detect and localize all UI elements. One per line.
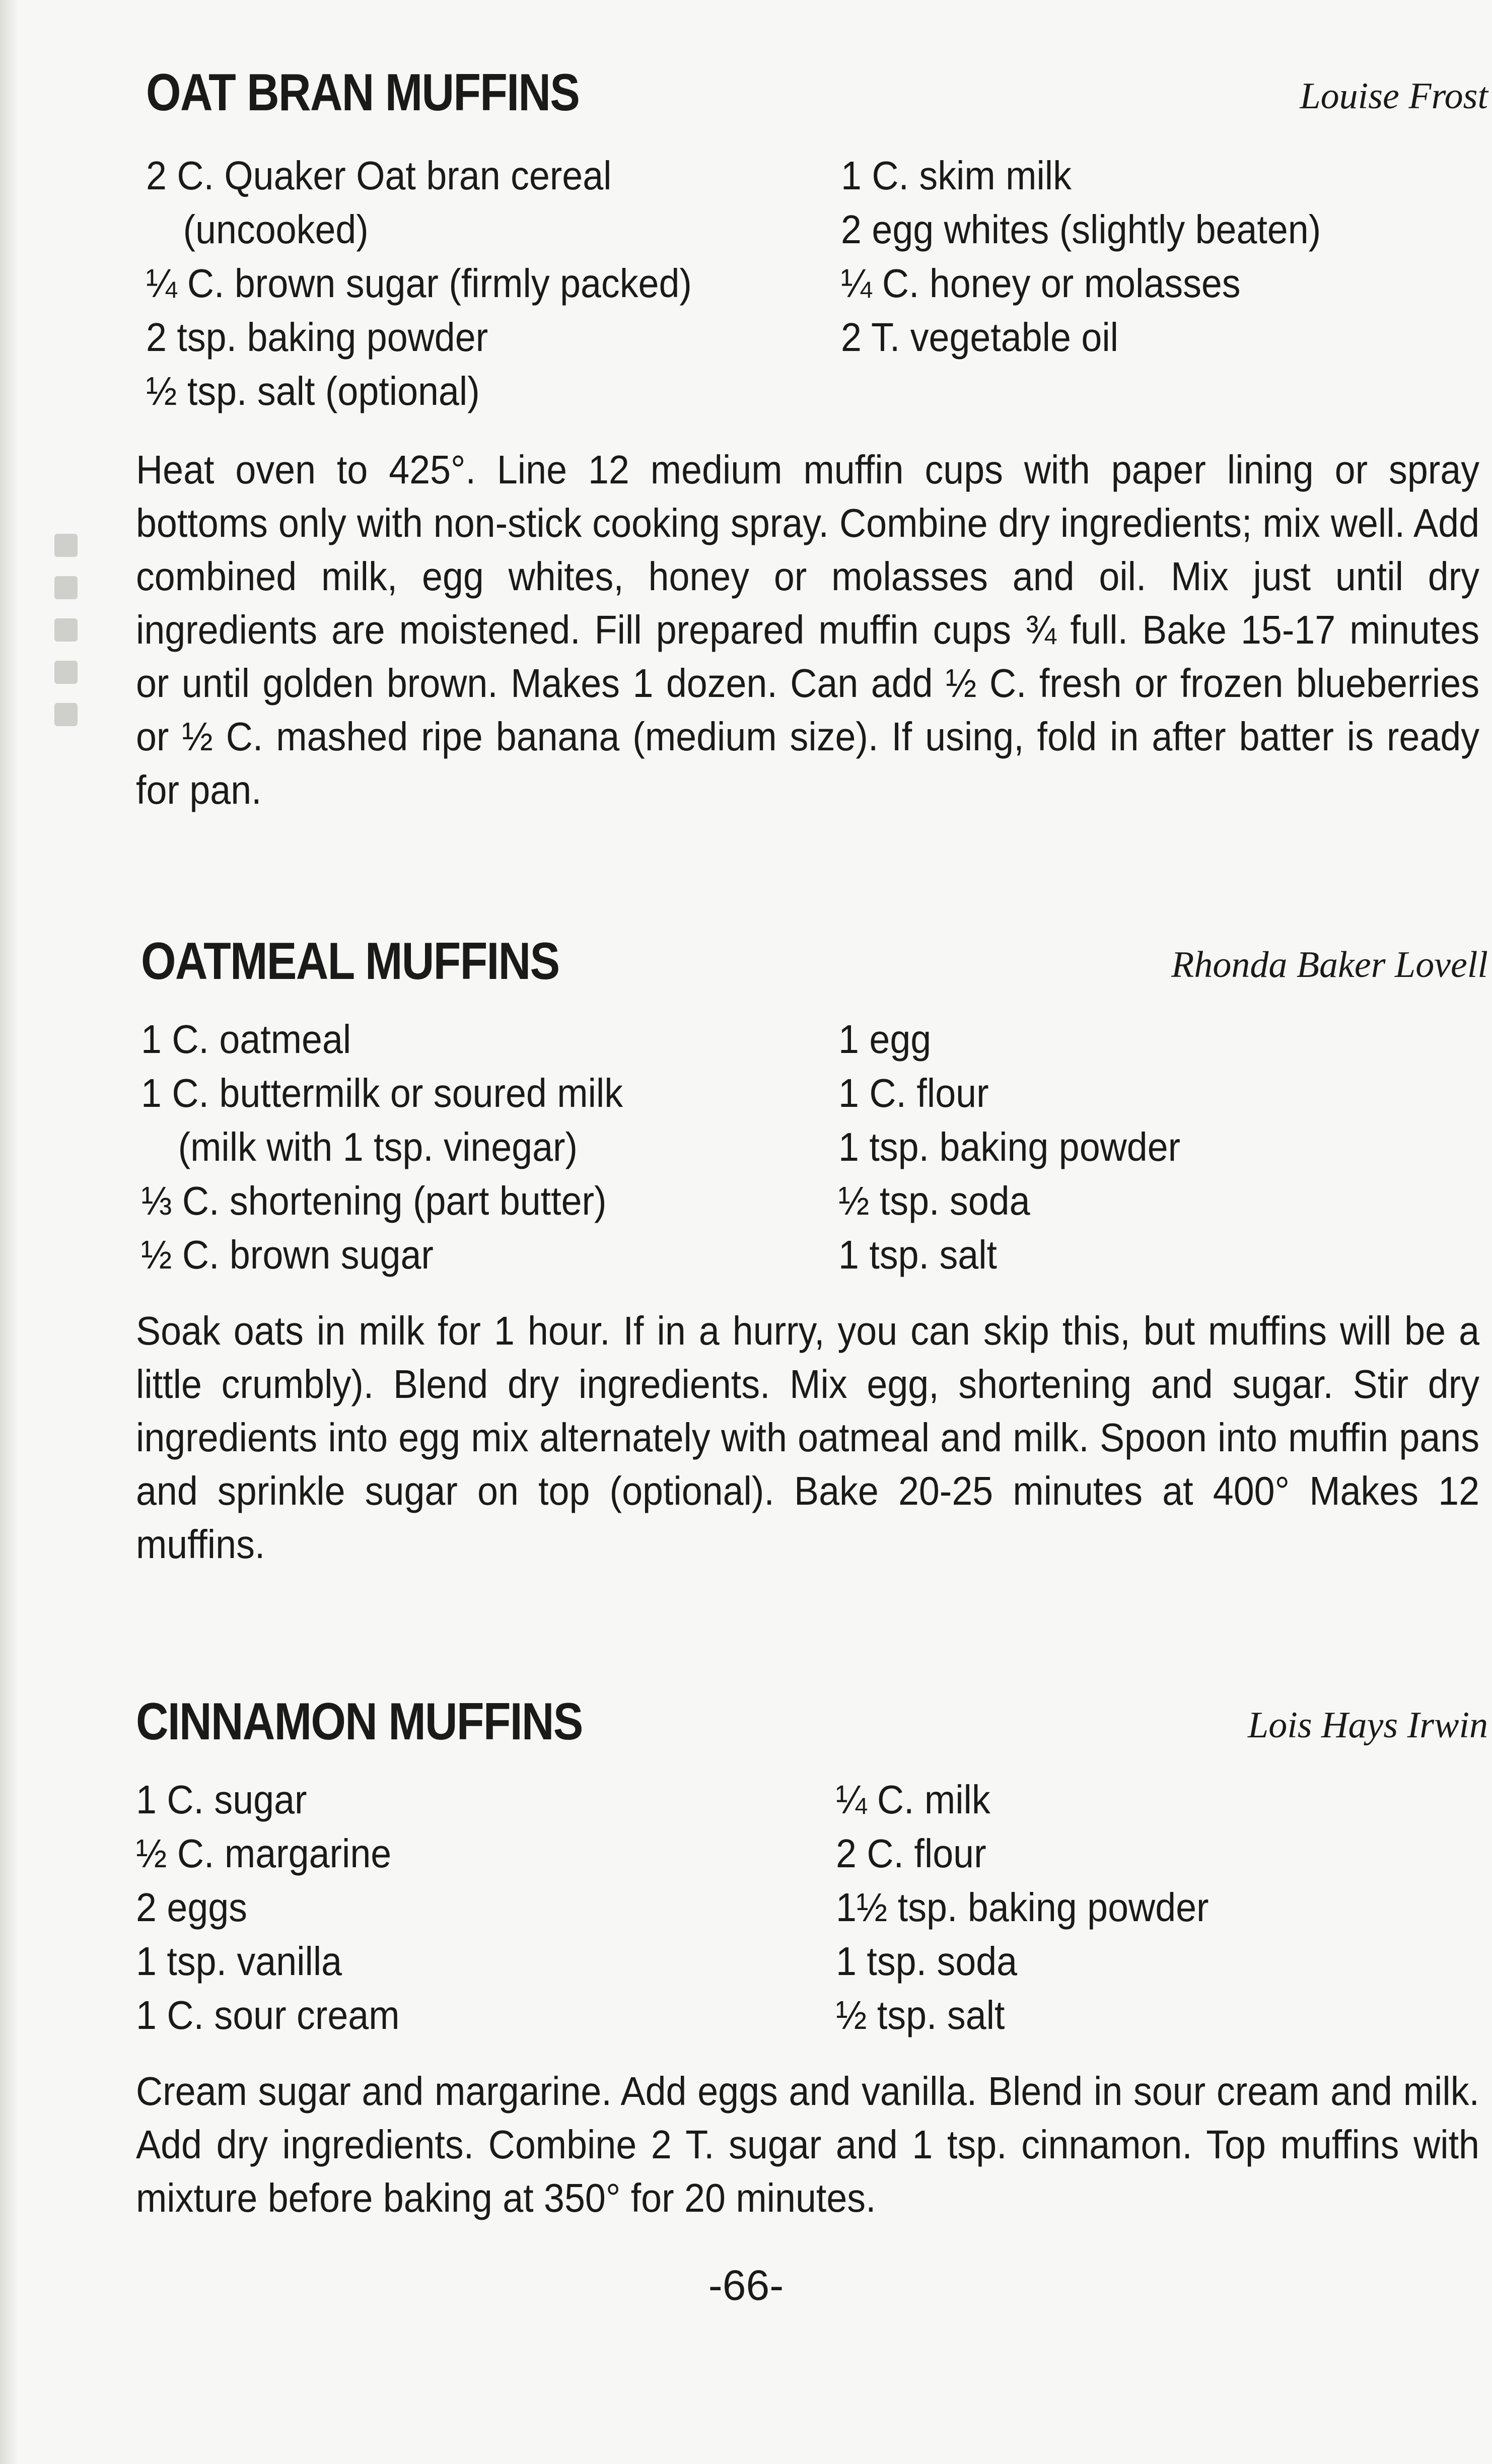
- ingredients-list: [146, 149, 1485, 418]
- ingredients-list: [141, 1012, 1485, 1282]
- recipe-author: Louise Frost: [1300, 76, 1488, 117]
- recipe-title: OAT BRAN MUFFINS: [146, 63, 580, 122]
- ingredient-item: ¼ C. milk: [836, 1777, 990, 1822]
- ingredient-item: 1½ tsp. baking powder: [836, 1885, 1209, 1930]
- ingredients-left-column: [136, 1773, 836, 2042]
- ingredient-item: ½ tsp. salt: [836, 1993, 1005, 2037]
- recipe-author: Lois Hays Irwin: [1248, 1705, 1488, 1746]
- margin-mark: [54, 576, 78, 599]
- ingredient-item: 2 C. flour: [836, 1831, 986, 1876]
- recipe-header: [136, 932, 1488, 1007]
- ingredient-item: ½ C. margarine: [136, 1831, 392, 1876]
- ingredient-item: 1 C. sour cream: [136, 1993, 400, 2037]
- recipe-cinnamon-muffins: [136, 1692, 1488, 2225]
- recipe-title: OATMEAL MUFFINS: [141, 932, 559, 991]
- recipe-header: [136, 63, 1488, 138]
- ingredient-item: 1 C. oatmeal: [141, 1017, 351, 1062]
- margin-mark: [54, 703, 78, 726]
- recipe-directions: Heat oven to 425°. Line 12 medium muffin cups with paper lining or spray bottoms only with non-stick cooking spray. Combine dry ingredients; mix well. Add combined milk, egg whites, honey or molasses and oil. Mix just until dry ingredients are moistened. Fill prepared muffin cups ¾ full. Bake 15-17 minutes or until golden brown. Makes 1 dozen. Can add ½ C. fresh or frozen blueberries or ½ C. mashed ripe banana (medium size). If using, fold in after batter is ready for pan.: [136, 447, 1479, 812]
- ingredient-item: 1 C. buttermilk or soured milk: [141, 1071, 623, 1115]
- ingredient-item: 1 tsp. baking powder: [838, 1124, 1181, 1169]
- ingredient-item: 2 tsp. baking powder: [146, 315, 488, 360]
- ingredient-item: 2 egg whites (slightly beaten): [840, 207, 1321, 252]
- ingredient-item: 1 egg: [838, 1017, 931, 1062]
- recipe-oatmeal-muffins: [136, 932, 1488, 1571]
- margin-marks: [54, 534, 78, 745]
- ingredient-item: 1 C. sugar: [136, 1777, 307, 1822]
- ingredient-item: 1 tsp. vanilla: [136, 1939, 342, 1984]
- recipe-title: CINNAMON MUFFINS: [136, 1693, 583, 1751]
- ingredient-item: 1 C. flour: [838, 1071, 989, 1115]
- ingredient-item: ⅓ C. shortening (part butter): [141, 1178, 607, 1223]
- margin-mark: [54, 661, 78, 684]
- ingredient-item: 1 tsp. salt: [838, 1232, 997, 1277]
- ingredient-item: (uncooked): [183, 207, 369, 252]
- page-edge-shadow: [0, 0, 18, 2464]
- ingredient-item: 2 C. Quaker Oat bran cereal: [146, 153, 612, 198]
- ingredients-right-column: [841, 149, 1485, 418]
- page-number: -66-: [708, 2262, 784, 2309]
- ingredient-item: 2 T. vegetable oil: [840, 315, 1118, 360]
- ingredient-item: ¼ C. honey or molasses: [840, 261, 1241, 306]
- ingredient-item: 1 tsp. soda: [836, 1939, 1018, 1984]
- ingredients-list: [136, 1773, 1485, 2042]
- ingredients-right-column: [838, 1012, 1485, 1282]
- ingredient-item: 1 C. skim milk: [840, 153, 1072, 198]
- recipe-oat-bran-muffins: [136, 63, 1488, 817]
- ingredients-right-column: [836, 1773, 1485, 2042]
- margin-mark: [54, 534, 78, 557]
- recipe-directions: Soak oats in milk for 1 hour. If in a hurry, you can skip this, but muffins will be a little crumbly). Blend dry ingredients. Mix egg, shortening and sugar. Stir dry ingredients into egg mix alternately with oatmeal and milk. Spoon into muffin pans and sprinkle sugar on top (optional). Bake 20-25 minutes at 400° Makes 12 muffins.: [136, 1308, 1479, 1567]
- ingredient-item: 2 eggs: [136, 1885, 247, 1930]
- recipe-author: Rhonda Baker Lovell: [1171, 944, 1488, 985]
- recipe-directions: Cream sugar and margarine. Add eggs and vanilla. Blend in sour cream and milk. Add dry ingredients. Combine 2 T. sugar and 1 tsp. cinnamon. Top muffins with mixture before baking at 350° for 20 minutes.: [136, 2069, 1479, 2220]
- ingredients-left-column: [141, 1012, 838, 1282]
- ingredients-left-column: [146, 149, 841, 418]
- ingredient-item: (milk with 1 tsp. vinegar): [178, 1124, 578, 1169]
- ingredient-item: ½ tsp. soda: [838, 1178, 1030, 1223]
- ingredient-item: ½ tsp. salt (optional): [146, 369, 480, 413]
- ingredient-item: ¼ C. brown sugar (firmly packed): [146, 261, 692, 306]
- margin-mark: [54, 618, 78, 642]
- ingredient-item: ½ C. brown sugar: [141, 1232, 434, 1277]
- recipe-header: [136, 1692, 1488, 1768]
